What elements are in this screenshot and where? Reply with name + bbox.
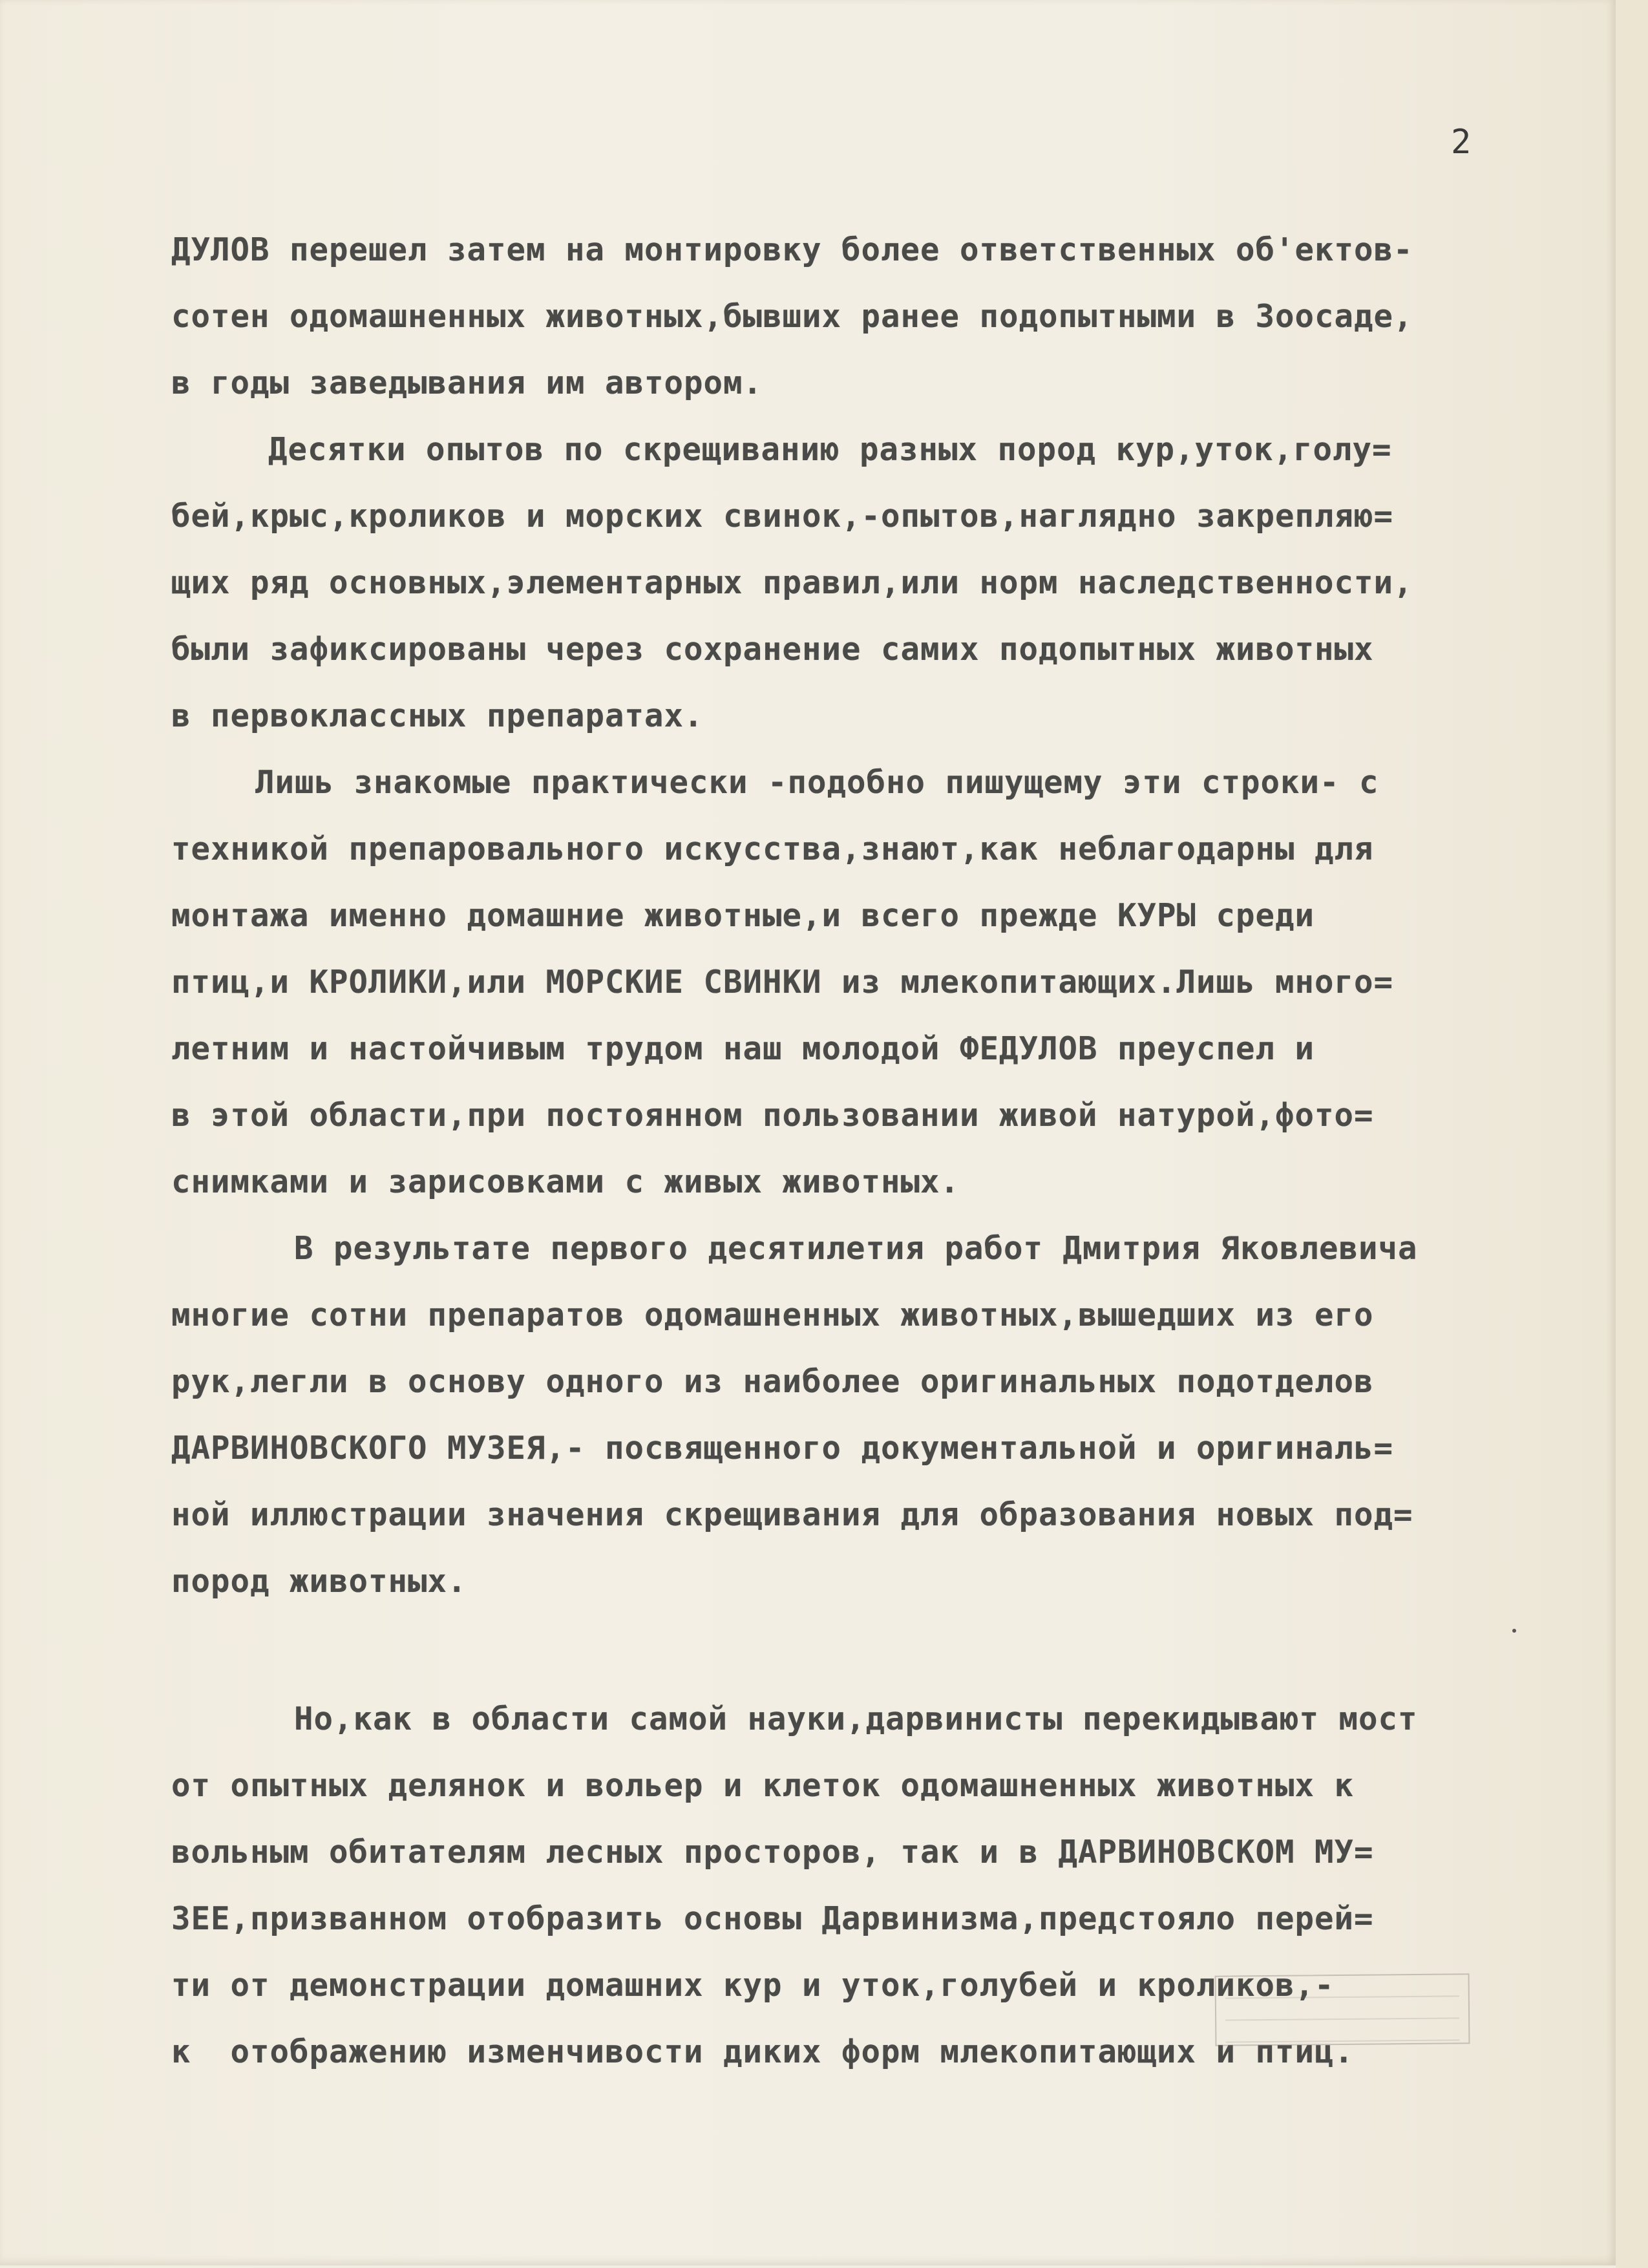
text-line: Но,как в области самой науки,дарвинисты перекидывают мост [294, 1701, 1418, 1737]
page-number: 2 [1451, 123, 1472, 162]
text-line: ной иллюстрации значения скрещивания для образования новых под= [171, 1496, 1413, 1533]
paragraph-2 [171, 416, 1554, 749]
scan-background-strip [1616, 0, 1648, 2268]
text-line: пород животных. [171, 1563, 467, 1600]
paragraph-4 [171, 1215, 1554, 1615]
text-line: щих ряд основных,элементарных правил,или норм наследственности, [171, 564, 1413, 601]
text-line: Десятки опытов по скрещиванию разных пород кур,уток,голу= [268, 431, 1392, 468]
text-line: ДАРВИНОВСКОГО МУЗЕЯ,- посвященного документальной и оригиналь= [171, 1430, 1394, 1467]
typescript-body [171, 217, 1554, 2085]
text-line: В результате первого десятилетия работ Дмитрия Яковлевича [294, 1230, 1418, 1267]
paragraph-3 [171, 749, 1554, 1215]
text-line: в этой области,при постоянном пользовании живой натурой,фото= [171, 1097, 1374, 1134]
text-line: снимками и зарисовками с живых животных. [171, 1163, 960, 1200]
text-line: вольным обитателям лесных просторов, так и в ДАРВИНОВСКОМ МУ= [171, 1834, 1374, 1871]
text-line: ти от демонстрации домашних кур и уток,голубей и кроликов,- [171, 1967, 1335, 2004]
text-line: монтажа именно домашние животные,и всего прежде КУРЫ среди [171, 897, 1315, 934]
text-line: от опытных делянок и вольер и клеток одомашненных животных к [171, 1767, 1355, 1804]
stamp-line [1225, 1980, 1459, 1998]
paragraph-spacer [171, 1615, 1554, 1686]
archive-stamp [1215, 1973, 1470, 2046]
text-line: техникой препаровального искусства,знают,как неблагодарны для [171, 831, 1374, 867]
text-line: сотен одомашненных животных,бывших ранее подопытными в Зоосаде, [171, 298, 1413, 335]
text-line: птиц,и КРОЛИКИ,или МОРСКИЕ СВИНКИ из млекопитающих.Лишь много= [171, 964, 1394, 1001]
text-line: ДУЛОВ перешел затем на монтировку более ответственных об'ектов- [171, 231, 1413, 268]
paragraph-1 [171, 217, 1554, 416]
text-line: в первоклассных препаратах. [171, 697, 704, 734]
stamp-line [1225, 2024, 1459, 2042]
text-line: к отображению изменчивости диких форм млекопитающих и птиц. [171, 2033, 1355, 2070]
text-line: бей,крыс,кроликов и морских свинок,-опытов,наглядно закрепляю= [171, 498, 1394, 535]
text-line: ЗЕЕ,призванном отобразить основы Дарвинизма,предстояло перей= [171, 1900, 1374, 1937]
ink-speck [1512, 1629, 1516, 1633]
text-line: в годы заведывания им автором. [171, 365, 763, 401]
text-line: были зафиксированы через сохранение самих подопытных животных [171, 631, 1374, 668]
text-line: Лишь знакомые практически -подобно пишущему эти строки- с [255, 764, 1379, 801]
text-line: рук,легли в основу одного из наиболее оригинальных подотделов [171, 1363, 1374, 1400]
text-line: многие сотни препаратов одомашненных животных,вышедших из его [171, 1297, 1374, 1333]
text-line: летним и настойчивым трудом наш молодой ФЕДУЛОВ преуспел и [171, 1030, 1315, 1067]
stamp-line [1225, 2002, 1459, 2020]
